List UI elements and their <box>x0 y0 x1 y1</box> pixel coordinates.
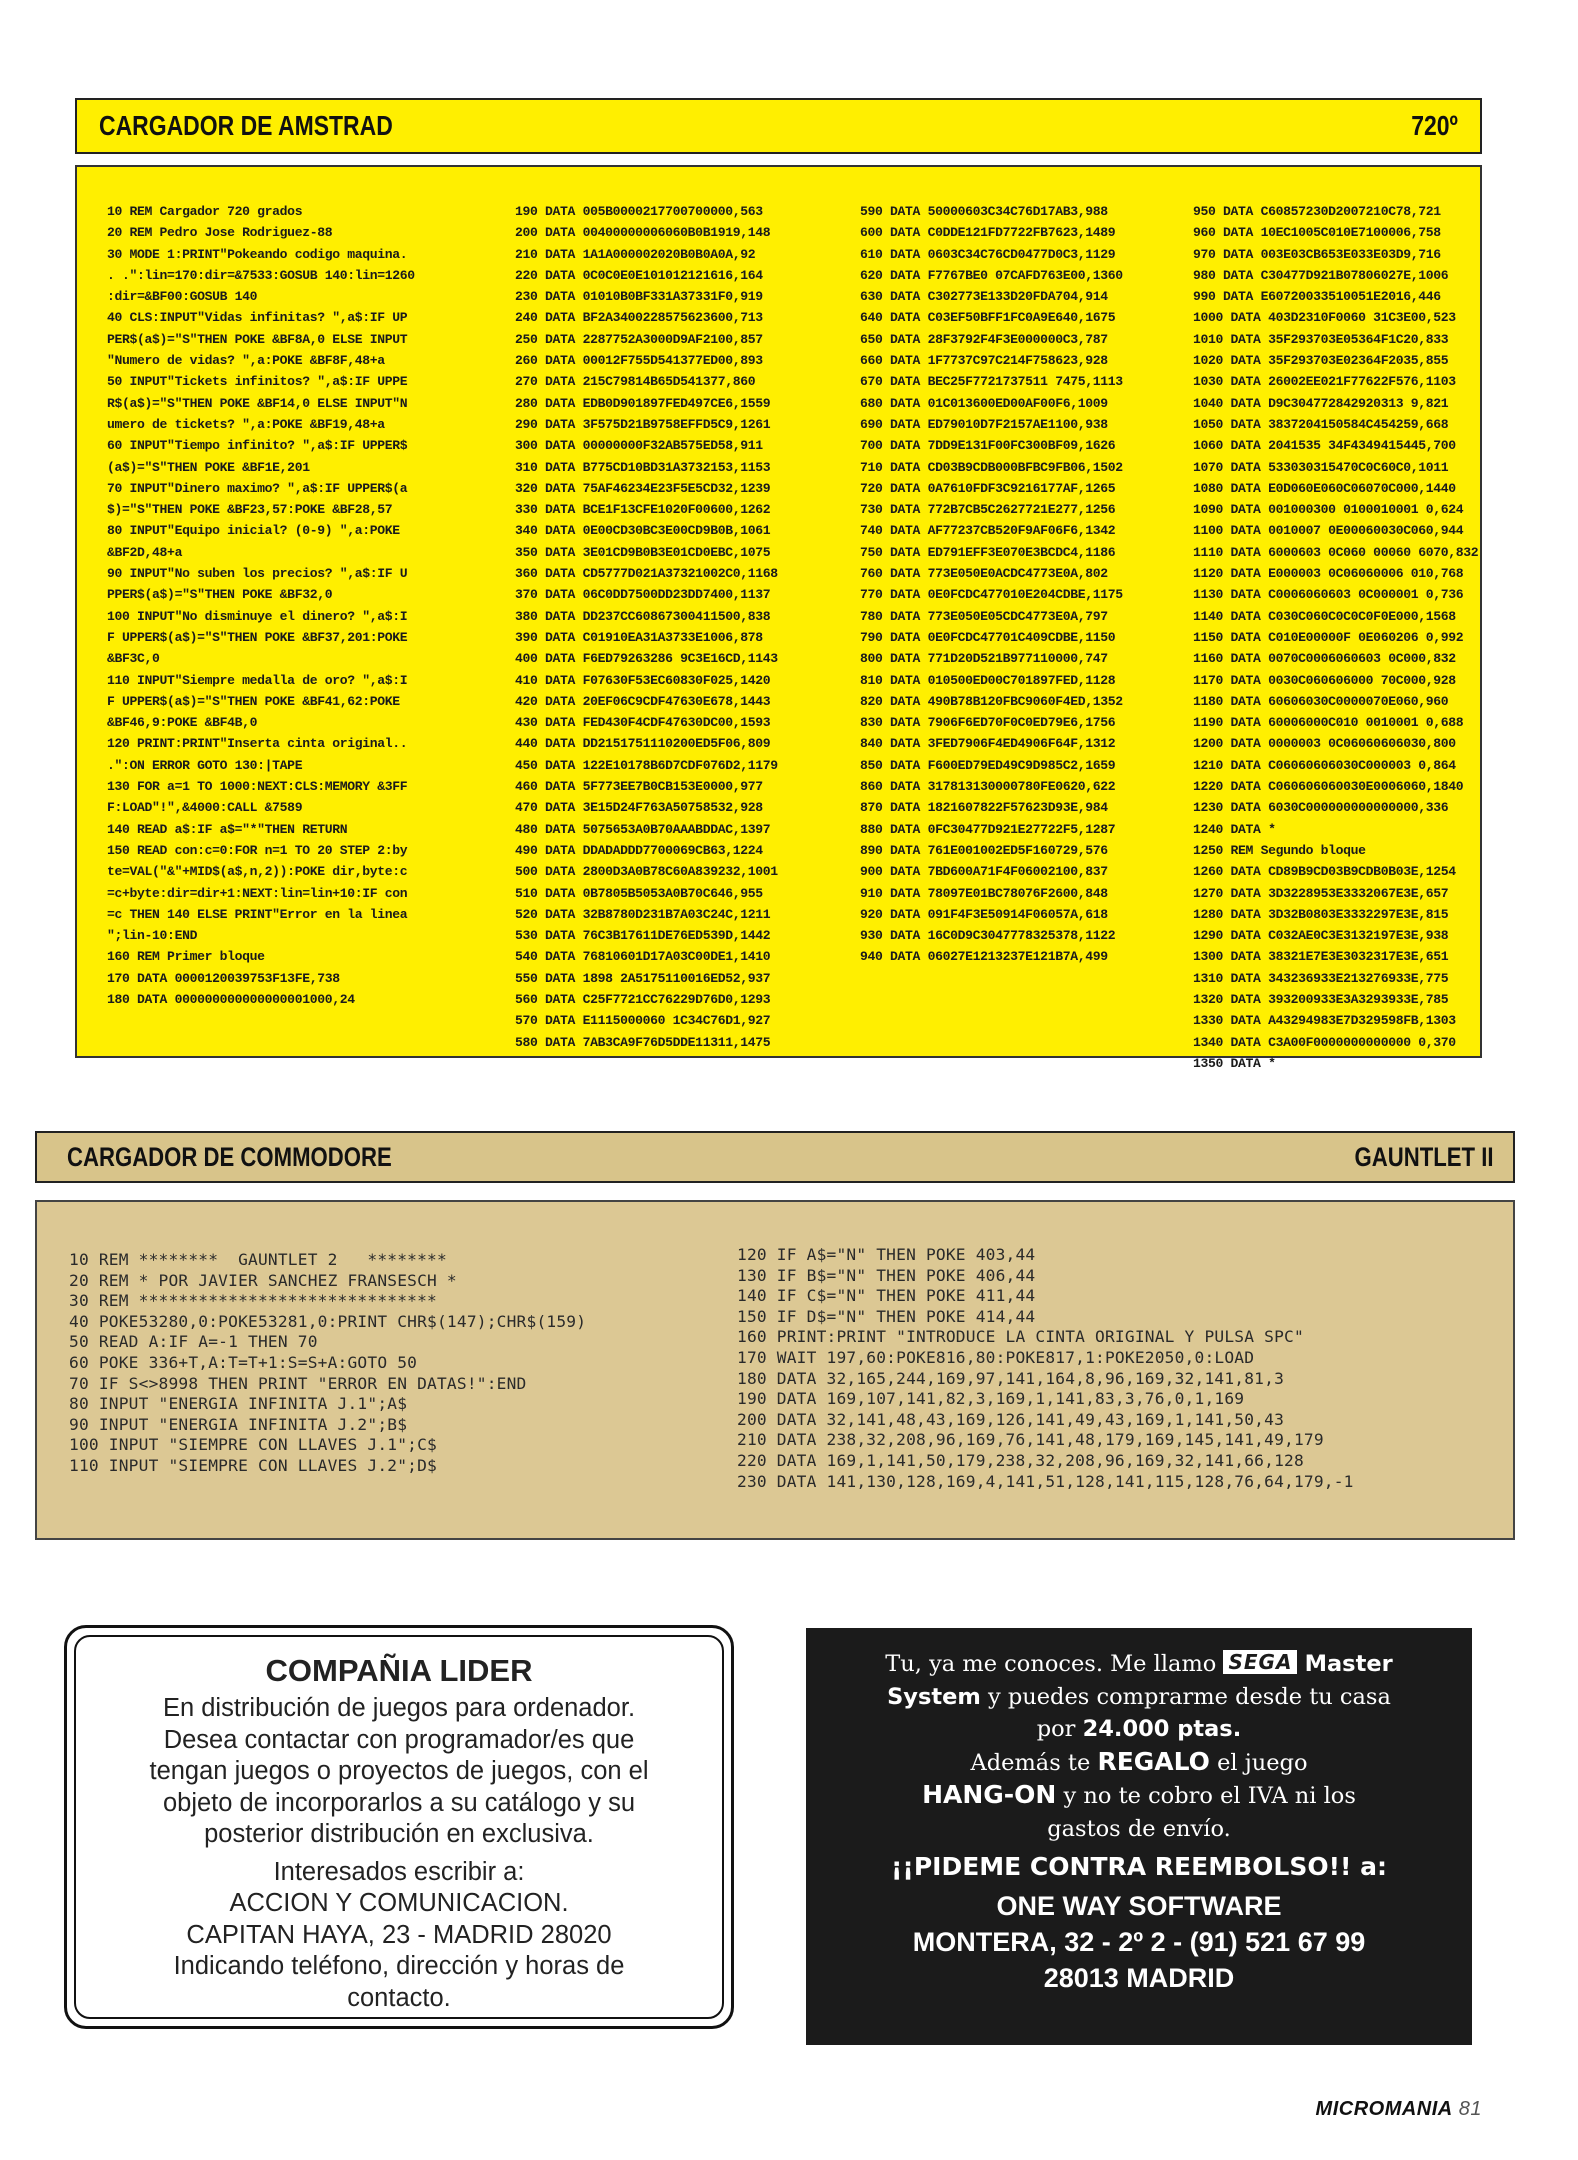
listing-line: 1170 DATA 0030C060606000 70C000,928 <box>1193 672 1456 688</box>
listing-line: . .":lin=170:dir=&7533:GOSUB 140:lin=1260 <box>107 267 415 283</box>
listing-line: 50 READ A:IF A=-1 THEN 70 <box>69 1332 318 1352</box>
listing-line: $)="S"THEN POKE &BF23,57:POKE &BF28,57 <box>107 502 393 518</box>
listing-line: =c+byte:dir=dir+1:NEXT:lin=lin+10:IF con <box>107 885 408 901</box>
listing-line: 730 DATA 772B7CB5C2627721E277,1256 <box>860 502 1116 518</box>
listing-line: 530 DATA 76C3B17611DE76ED539D,1442 <box>515 928 771 944</box>
sega-ad-address: MONTERA, 32 - 2º 2 - (91) 521 67 99 <box>912 1926 1366 1957</box>
listing-line: Indicando teléfono, dirección y horas de <box>173 1952 625 1980</box>
listing-line: &BF2D,48+a <box>107 544 183 560</box>
listing-line: 980 DATA C30477D921B07806027E,1006 <box>1193 267 1449 283</box>
commodore-column-1 <box>69 1250 586 1477</box>
listing-line: 50 INPUT"Tickets infinitos? ",a$:IF UPPE <box>107 374 408 390</box>
listing-line: 1280 DATA 3D32B0803E3332297E3E,815 <box>1193 906 1449 922</box>
listing-line: 170 DATA 0000120039753F13FE,738 <box>107 970 340 986</box>
compania-ad-title: COMPAÑIA LIDER <box>265 1653 533 1688</box>
listing-line: 230 DATA 141,130,128,169,4,141,51,128,141,115,128,76,64,179,-1 <box>737 1471 1354 1491</box>
listing-line: 90 INPUT"No suben los precios? ",a$:IF U <box>107 566 408 582</box>
listing-line: 640 DATA C03EF50BFF1FC0A9E640,1675 <box>860 310 1116 326</box>
sega-ad-line-4 <box>806 1746 1472 1780</box>
listing-line: 690 DATA ED79010D7F2157AE1100,938 <box>860 416 1108 432</box>
listing-line: 130 IF B$="N" THEN POKE 406,44 <box>737 1265 1036 1285</box>
listing-line: 820 DATA 490B78B120FBC9060F4ED,1352 <box>860 693 1123 709</box>
listing-line: 810 DATA 010500ED00C701897FED,1128 <box>860 672 1116 688</box>
listing-line: 1010 DATA 35F293703E05364F1C20,833 <box>1193 331 1449 347</box>
listing-line: 120 PRINT:PRINT"Inserta cinta original.. <box>107 736 408 752</box>
listing-line: 590 DATA 50000603C34C76D17AB3,988 <box>860 204 1108 219</box>
listing-line: 110 INPUT"Siempre medalla de oro? ",a$:I <box>107 672 408 688</box>
listing-line: 230 DATA 01010B0BF331A37331F0,919 <box>515 289 763 305</box>
listing-line: 920 DATA 091F4F3E50914F06057A,618 <box>860 906 1108 922</box>
sega-ad-gastos: gastos de envío. <box>1047 1815 1231 1842</box>
listing-line: 30 MODE 1:PRINT"Pokeando codigo maquina. <box>107 246 408 262</box>
listing-line: F UPPER$(a$)="S"THEN POKE &BF37,201:POKE <box>107 629 408 645</box>
listing-line: 220 DATA 0C0C0E0E101012121616,164 <box>515 267 763 283</box>
listing-line: &BF3C,0 <box>107 651 160 667</box>
listing-line: objeto de incorporarlos a su catálogo y su <box>162 1788 636 1817</box>
listing-line: 870 DATA 1821607822F57623D93E,984 <box>860 800 1108 816</box>
sega-ad-master: Master <box>1304 1651 1393 1677</box>
listing-line: 80 INPUT "ENERGIA INFINITA J.1";A$ <box>69 1394 408 1414</box>
listing-line: 220 DATA 169,1,141,50,179,238,32,208,96,169,32,141,66,128 <box>737 1450 1304 1470</box>
listing-line: 380 DATA DD237CC60867300411500,838 <box>515 608 771 624</box>
listing-line: 80 INPUT"Equipo inicial? (0-9) ",a:POKE <box>107 523 400 539</box>
listing-line: 630 DATA C302773E133D20FDA704,914 <box>860 289 1108 305</box>
listing-line: 30 REM ****************************** <box>69 1291 437 1311</box>
sega-ad-system: System <box>887 1683 981 1710</box>
listing-line: 1060 DATA 2041535 34F4349415445,700 <box>1193 438 1456 454</box>
listing-line: 780 DATA 773E050E05CDC4773E0A,797 <box>860 608 1108 624</box>
amstrad-listing <box>75 165 1482 1071</box>
sega-ad-company: ONE WAY SOFTWARE <box>996 1890 1282 1921</box>
listing-line: 860 DATA 317813130000780FE0620,622 <box>860 779 1116 795</box>
listing-line: 540 DATA 76810601D17A03C00DE1,1410 <box>515 949 771 965</box>
sega-master-system-ad <box>806 1628 1472 2045</box>
listing-line: 1220 DATA C060606060030E0006060,1840 <box>1193 779 1464 795</box>
sega-ad-pideme: ¡¡PIDEME CONTRA REEMBOLSO!! a: <box>891 1852 1387 1881</box>
listing-line: 100 INPUT"No disminuye el dinero? ",a$:I <box>107 608 408 624</box>
page-number: 81 <box>1458 2098 1482 2120</box>
listing-line: 240 DATA BF2A3400228575623600,713 <box>515 310 763 326</box>
listing-line: 460 DATA 5F773EE7B0CB153E0000,977 <box>515 779 763 795</box>
compania-ad-contact <box>76 1857 722 2015</box>
magazine-name: MICROMANIA <box>1315 2098 1453 2120</box>
sega-ad-line-1 <box>806 1648 1472 1681</box>
listing-line: Desea contactar con programador/es que <box>163 1725 635 1754</box>
listing-line: 1050 DATA 3837204150584C454259,668 <box>1193 416 1449 432</box>
compania-ad-body <box>76 1693 722 1851</box>
listing-line: 1290 DATA C032AE0C3E3132197E3E,938 <box>1193 928 1449 944</box>
listing-line: =c THEN 140 ELSE PRINT"Error en la linea <box>107 906 408 922</box>
commodore-header <box>35 1131 1515 1183</box>
listing-line: 700 DATA 7DD9E131F00FC300BF09,1626 <box>860 438 1116 454</box>
listing-line: (a$)="S"THEN POKE &BF1E,201 <box>107 459 310 475</box>
listing-line: 60 INPUT"Tiempo infinito? ",a$:IF UPPER$ <box>107 438 408 454</box>
listing-line: 1090 DATA 001000300 0100010001 0,624 <box>1193 502 1464 518</box>
listing-line: 130 FOR a=1 TO 1000:NEXT:CLS:MEMORY &3FF <box>107 779 408 795</box>
listing-line: 310 DATA B775CD10BD31A3732153,1153 <box>515 459 771 475</box>
listing-line: 70 IF S<>8998 THEN PRINT "ERROR EN DATAS!":END <box>69 1373 527 1393</box>
listing-line: 1100 DATA 0010007 0E00060030C060,944 <box>1193 523 1464 539</box>
listing-line: 1310 DATA 343236933E213276933E,775 <box>1193 970 1449 986</box>
listing-line: 390 DATA C01910EA31A3733E1006,878 <box>515 629 763 645</box>
listing-line: 190 DATA 005B0000217700700000,563 <box>515 204 763 219</box>
amstrad-header-title: CARGADOR DE AMSTRAD <box>99 110 393 141</box>
listing-line: CAPITAN HAYA, 23 - MADRID 28020 <box>186 1920 612 1949</box>
listing-line: 160 REM Primer bloque <box>107 949 265 965</box>
listing-line: ACCION Y COMUNICACION. <box>229 1889 569 1917</box>
listing-line: 960 DATA 10EC1005C010E7100006,758 <box>1193 225 1441 241</box>
sega-ad-price: 24.000 ptas. <box>1082 1716 1242 1742</box>
listing-line: 180 DATA 000000000000000001000,24 <box>107 991 355 1007</box>
listing-line: 200 DATA 00400000006060B0B1919,148 <box>515 225 771 241</box>
sega-ad-line-5 <box>806 1779 1472 1813</box>
listing-line: 570 DATA E1115000060 1C34C76D1,927 <box>515 1013 771 1029</box>
listing-line: 1140 DATA C030C060C0C0C0F0E000,1568 <box>1193 608 1456 624</box>
commodore-header-game: GAUNTLET II <box>1354 1141 1493 1172</box>
listing-line: 430 DATA FED430F4CDF47630DC00,1593 <box>515 715 771 731</box>
listing-line: 20 REM Pedro Jose Rodriguez-88 <box>107 225 333 241</box>
listing-line: ";lin-10:END <box>107 928 198 944</box>
sega-logo: SEGA <box>1223 1650 1297 1674</box>
sega-ad-no-iva: y no te cobro el IVA ni los <box>1063 1783 1356 1809</box>
listing-line: 320 DATA 75AF46234E23F5E5CD32,1239 <box>515 480 771 496</box>
listing-line: 280 DATA EDB0D901897FED497CE6,1559 <box>515 395 771 411</box>
listing-line: 1340 DATA C3A00F0000000000000 0,370 <box>1193 1034 1456 1050</box>
listing-line: 1210 DATA C06060606030C000003 0,864 <box>1193 757 1456 773</box>
listing-line: 840 DATA 3FED7906F4ED4906F64F,1312 <box>860 736 1116 752</box>
sega-ad-line-3 <box>806 1713 1472 1746</box>
listing-line: 340 DATA 0E00CD30BC3E00CD9B0B,1061 <box>515 523 771 539</box>
listing-line: 470 DATA 3E15D24F763A50758532,928 <box>515 800 763 816</box>
listing-line: 1190 DATA 60006000C010 0010001 0,688 <box>1193 715 1464 731</box>
listing-line: 900 DATA 7BD600A71F4F06002100,837 <box>860 864 1108 880</box>
listing-line: 1270 DATA 3D3228953E3332067E3E,657 <box>1193 885 1449 901</box>
listing-line: 940 DATA 06027E1213237E121B7A,499 <box>860 949 1108 965</box>
listing-line: 40 CLS:INPUT"Vidas infinitas? ",a$:IF UP <box>107 310 408 326</box>
listing-line: tengan juegos o proyectos de juegos, con el <box>149 1757 649 1785</box>
listing-line: 410 DATA F07630F53EC60830F025,1420 <box>515 672 771 688</box>
sega-ad-game: HANG-ON <box>922 1780 1057 1809</box>
listing-line: 440 DATA DD2151751110200ED5F06,809 <box>515 736 771 752</box>
listing-line: 70 INPUT"Dinero maximo? ",a$:IF UPPER$(a <box>107 480 408 496</box>
listing-line: 890 DATA 761E001002ED5F160729,576 <box>860 842 1108 858</box>
listing-line: 1320 DATA 393200933E3A3293933E,785 <box>1193 991 1449 1007</box>
listing-line: 740 DATA AF77237CB520F9AF06F6,1342 <box>860 523 1116 539</box>
listing-line: 670 DATA BEC25F7721737511 7475,1113 <box>860 374 1123 390</box>
sega-ad-buy: y puedes comprarme desde tu casa <box>987 1683 1391 1710</box>
listing-line: 210 DATA 1A1A000002020B0B0A0A,92 <box>515 246 756 262</box>
listing-line: "Numero de vidas? ",a:POKE &BF8F,48+a <box>107 353 385 369</box>
sega-ad-city: 28013 MADRID <box>1043 1962 1235 1993</box>
listing-line: 750 DATA ED791EFF3E070E3BCDC4,1186 <box>860 544 1116 560</box>
listing-line: 990 DATA E60720033510051E2016,446 <box>1193 289 1441 305</box>
listing-line: 420 DATA 20EF06C9CDF47630E678,1443 <box>515 693 771 709</box>
listing-line: 1300 DATA 38321E7E3E3032317E3E,651 <box>1193 949 1449 965</box>
commodore-listing <box>35 1200 1515 1540</box>
listing-line: 1200 DATA 0000003 0C06060606030,800 <box>1193 736 1456 752</box>
listing-line: 400 DATA F6ED79263286 9C3E16CD,1143 <box>515 651 778 667</box>
listing-line: 800 DATA 771D20D521B977110000,747 <box>860 651 1108 667</box>
listing-line: 1040 DATA D9C304772842920313 9,821 <box>1193 395 1449 411</box>
listing-line: umero de tickets? ",a:POKE &BF19,48+a <box>107 416 385 432</box>
listing-line: 850 DATA F600ED79ED49C9D985C2,1659 <box>860 757 1116 773</box>
listing-line: 600 DATA C0DDE121FD7722FB7623,1489 <box>860 225 1116 241</box>
listing-line: 560 DATA C25F7721CC76229D76D0,1293 <box>515 991 771 1007</box>
listing-line: Interesados escribir a: <box>273 1857 525 1886</box>
listing-line: 720 DATA 0A7610FDF3C9216177AF,1265 <box>860 480 1116 496</box>
listing-line: 350 DATA 3E01CD9B0B3E01CD0EBC,1075 <box>515 544 771 560</box>
listing-line: 1230 DATA 6030C000000000000000,336 <box>1193 800 1449 816</box>
listing-line: 880 DATA 0FC30477D921E27722F5,1287 <box>860 821 1116 837</box>
listing-line: En distribución de juegos para ordenador. <box>162 1694 636 1722</box>
listing-line: 830 DATA 7906F6ED70F0C0ED79E6,1756 <box>860 715 1116 731</box>
listing-line: 290 DATA 3F575D21B9758EFFD5C9,1261 <box>515 416 771 432</box>
listing-line: 930 DATA 16C0D9C3047778325378,1122 <box>860 928 1116 944</box>
listing-line: 1130 DATA C0006060603 0C000001 0,736 <box>1193 587 1464 603</box>
listing-line: 1080 DATA E0D060E060C06070C000,1440 <box>1193 480 1456 496</box>
listing-line: 450 DATA 122E10178B6D7CDF076D2,1179 <box>515 757 778 773</box>
listing-line: 270 DATA 215C79814B65D541377,860 <box>515 374 756 390</box>
listing-line: 710 DATA CD03B9CDB000BFBC9FB06,1502 <box>860 459 1123 475</box>
listing-line: 1110 DATA 6000603 0C060 00060 6070,832 <box>1193 544 1479 560</box>
listing-line: 510 DATA 0B7805B5053A0B70C646,955 <box>515 885 763 901</box>
listing-line: :dir=&BF00:GOSUB 140 <box>107 289 258 305</box>
amstrad-column-1 <box>107 201 415 1010</box>
listing-line: 1020 DATA 35F293703E02364F2035,855 <box>1193 353 1449 369</box>
amstrad-column-4 <box>1193 201 1478 1074</box>
listing-line: 1000 DATA 403D2310F0060 31C3E00,523 <box>1193 310 1456 326</box>
listing-line: 1180 DATA 60606030C0000070E060,960 <box>1193 693 1449 709</box>
listing-line: 250 DATA 2287752A3000D9AF2100,857 <box>515 331 763 347</box>
listing-line: 490 DATA DDADADDD7700069CB63,1224 <box>515 842 763 858</box>
listing-line: 170 WAIT 197,60:POKE816,80:POKE817,1:POKE2050,0:LOAD <box>737 1347 1255 1367</box>
sega-ad-regalo: REGALO <box>1097 1746 1210 1776</box>
listing-line: 680 DATA 01C013600ED00AF00F6,1009 <box>860 395 1108 411</box>
listing-line: .":ON ERROR GOTO 130:|TAPE <box>107 757 303 773</box>
listing-line: 500 DATA 2800D3A0B78C60A839232,1001 <box>515 864 778 880</box>
listing-line: 360 DATA CD5777D021A37321002C0,1168 <box>515 566 778 582</box>
listing-line: 520 DATA 32B8780D231B7A03C24C,1211 <box>515 906 771 922</box>
listing-line: F:LOAD"!",&4000:CALL &7589 <box>107 800 303 816</box>
listing-line: 40 POKE53280,0:POKE53281,0:PRINT CHR$(147);CHR$(159) <box>69 1311 587 1331</box>
listing-line: PPER$(a$)="S"THEN POKE &BF32,0 <box>107 587 333 603</box>
listing-line: posterior distribución en exclusiva. <box>204 1820 594 1848</box>
listing-line: 480 DATA 5075653A0B70AAABDDAC,1397 <box>515 821 771 837</box>
listing-line: 160 PRINT:PRINT "INTRODUCE LA CINTA ORIGINAL Y PULSA SPC" <box>737 1327 1304 1347</box>
listing-line: 970 DATA 003E03CB653E033E03D9,716 <box>1193 246 1441 262</box>
sega-ad-line-2 <box>806 1681 1472 1714</box>
listing-line: 550 DATA 1898 2A5175110016ED52,937 <box>515 970 771 986</box>
page-footer <box>1316 2098 1482 2121</box>
compania-lider-ad <box>64 1625 734 2029</box>
listing-line: 1330 DATA A43294983E7D329598FB,1303 <box>1193 1013 1456 1029</box>
sega-ad-ademas: Además te <box>970 1749 1091 1776</box>
listing-line: 1160 DATA 0070C0006060603 0C000,832 <box>1193 651 1456 667</box>
listing-line: 140 IF C$="N" THEN POKE 411,44 <box>737 1286 1036 1306</box>
listing-line: 580 DATA 7AB3CA9F76D5DDE11311,1475 <box>515 1034 771 1050</box>
listing-line: PER$(a$)="S"THEN POKE &BF8A,0 ELSE INPUT <box>107 331 408 347</box>
amstrad-header <box>75 98 1482 154</box>
sega-ad-por: por <box>1036 1716 1076 1742</box>
listing-line: 660 DATA 1F7737C97C214F758623,928 <box>860 353 1108 369</box>
listing-line: 1150 DATA C010E00000F 0E060206 0,992 <box>1193 629 1464 645</box>
listing-line: 200 DATA 32,141,48,43,169,126,141,49,43,169,1,141,50,43 <box>737 1409 1285 1429</box>
listing-line: 300 DATA 00000000F32AB575ED58,911 <box>515 438 763 454</box>
listing-line: 260 DATA 00012F755D541377ED00,893 <box>515 353 763 369</box>
listing-line: 10 REM Cargador 720 grados <box>107 204 303 219</box>
amstrad-header-game: 720º <box>1411 110 1458 141</box>
listing-line: contacto. <box>347 1983 451 2012</box>
listing-line: 150 IF D$="N" THEN POKE 414,44 <box>737 1306 1036 1326</box>
commodore-header-title: CARGADOR DE COMMODORE <box>67 1141 392 1172</box>
listing-line: 760 DATA 773E050E0ACDC4773E0A,802 <box>860 566 1108 582</box>
listing-line: 140 READ a$:IF a$="*"THEN RETURN <box>107 821 348 837</box>
commodore-column-2 <box>737 1245 1354 1492</box>
listing-line: 1260 DATA CD89B9CD03B9CDB0B03E,1254 <box>1193 864 1456 880</box>
listing-line: te=VAL("&"+MID$(a$,n,2)):POKE dir,byte:c <box>107 864 408 880</box>
listing-line: 210 DATA 238,32,208,96,169,76,141,48,179,169,145,141,49,179 <box>737 1430 1324 1450</box>
listing-line: 1250 REM Segundo bloque <box>1193 842 1366 858</box>
listing-line: 370 DATA 06C0DD7500DD23DD7400,1137 <box>515 587 771 603</box>
listing-line: 120 IF A$="N" THEN POKE 403,44 <box>737 1245 1036 1264</box>
compania-ad-inner-frame <box>74 1635 724 2019</box>
listing-line: 150 READ con:c=0:FOR n=1 TO 20 STEP 2:by <box>107 842 408 858</box>
listing-line: 790 DATA 0E0FCDC47701C409CDBE,1150 <box>860 629 1116 645</box>
sega-ad-intro: Tu, ya me conoces. Me llamo <box>885 1651 1217 1677</box>
listing-line: 10 REM ******** GAUNTLET 2 ******** <box>69 1250 447 1269</box>
listing-line: 950 DATA C60857230D2007210C78,721 <box>1193 204 1441 219</box>
listing-line: 770 DATA 0E0FCDC477010E204CDBE,1175 <box>860 587 1123 603</box>
listing-line: 110 INPUT "SIEMPRE CON LLAVES J.2";D$ <box>69 1455 437 1475</box>
listing-line: 620 DATA F7767BE0 07CAFD763E00,1360 <box>860 267 1123 283</box>
listing-line: F UPPER$(a$)="S"THEN POKE &BF41,62:POKE <box>107 693 400 709</box>
listing-line: 60 POKE 336+T,A:T=T+1:S=S+A:GOTO 50 <box>69 1352 418 1372</box>
listing-line: 1120 DATA E000003 0C06060006 010,768 <box>1193 566 1464 582</box>
listing-line: 190 DATA 169,107,141,82,3,169,1,141,83,3,76,0,1,169 <box>737 1389 1245 1409</box>
amstrad-column-2 <box>515 201 778 1053</box>
amstrad-column-3 <box>860 201 1123 968</box>
listing-line: 910 DATA 78097E01BC78076F2600,848 <box>860 885 1108 901</box>
listing-line: 1070 DATA 533030315470C0C60C0,1011 <box>1193 459 1449 475</box>
listing-line: &BF46,9:POKE &BF4B,0 <box>107 715 258 731</box>
listing-line: 650 DATA 28F3792F4F3E000000C3,787 <box>860 331 1108 347</box>
sega-ad-el-juego: el juego <box>1217 1749 1308 1776</box>
listing-line: 90 INPUT "ENERGIA INFINITA J.2";B$ <box>69 1414 408 1434</box>
listing-line: 1030 DATA 26002EE021F77622F576,1103 <box>1193 374 1456 390</box>
listing-line: 180 DATA 32,165,244,169,97,141,164,8,96,169,32,141,81,3 <box>737 1368 1285 1388</box>
listing-line: 1240 DATA * <box>1193 821 1276 837</box>
listing-line: R$(a$)="S"THEN POKE &BF14,0 ELSE INPUT"N <box>107 395 408 411</box>
listing-line: 100 INPUT "SIEMPRE CON LLAVES J.1";C$ <box>69 1435 437 1455</box>
listing-line: 330 DATA BCE1F13CFE1020F00600,1262 <box>515 502 771 518</box>
listing-line: 20 REM * POR JAVIER SANCHEZ FRANSESCH * <box>69 1270 457 1290</box>
listing-line: 610 DATA 0603C34C76CD0477D0C3,1129 <box>860 246 1116 262</box>
listing-line: 1350 DATA * <box>1193 1055 1276 1071</box>
